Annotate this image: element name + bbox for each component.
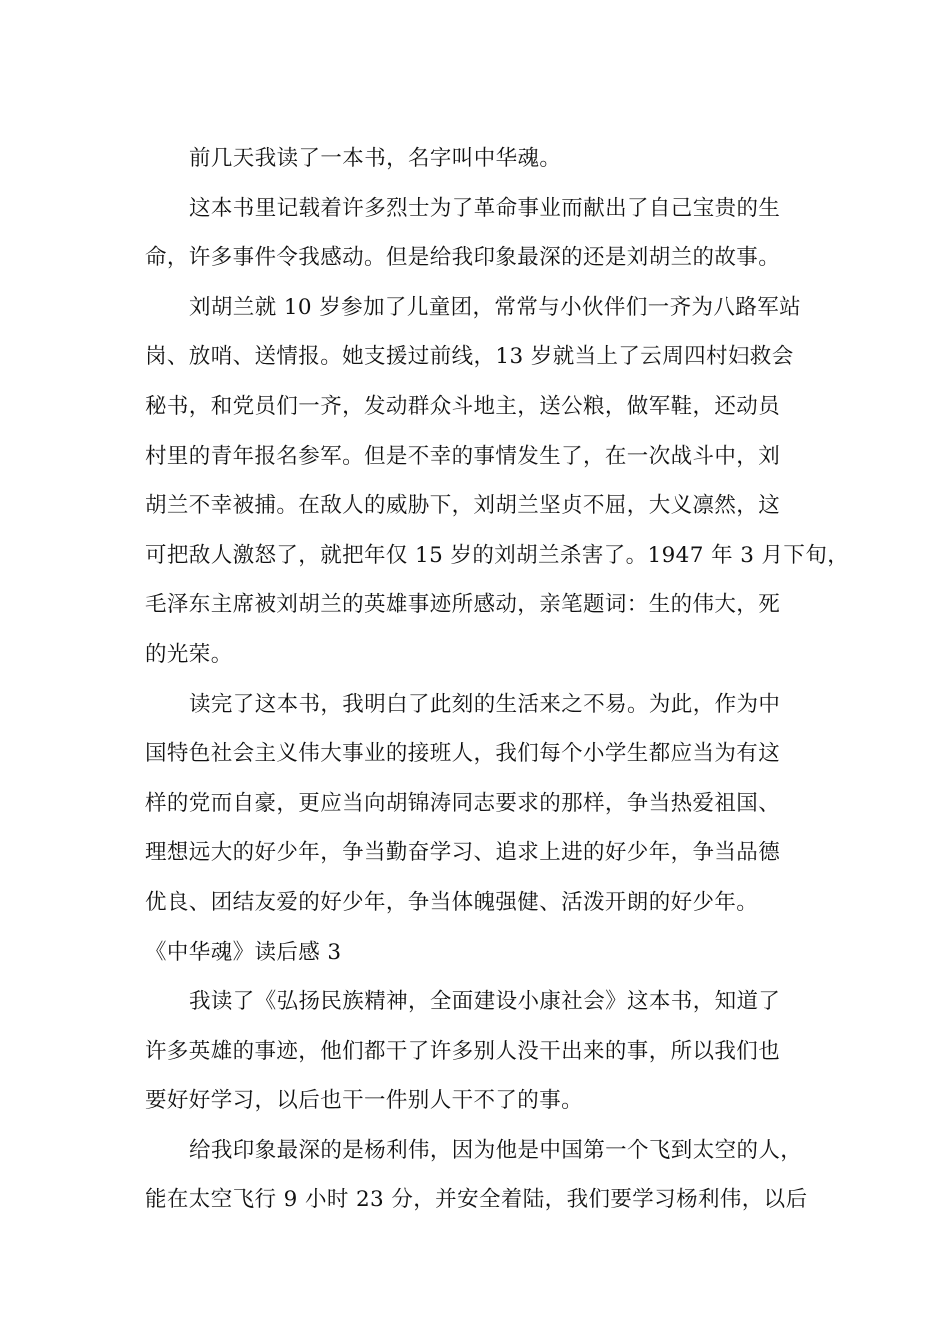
text-line: 优良、团结友爱的好少年，争当体魄强健、活泼开朗的好少年。: [145, 889, 759, 915]
text-line: 我读了《弘扬民族精神，全面建设小康社会》这本书，知道了: [189, 989, 781, 1015]
text-line: 要好好学习，以后也干一件别人干不了的事。: [145, 1088, 584, 1114]
text-line: 毛泽东主席被刘胡兰的英雄事迹所感动，亲笔题词：生的伟大，死: [145, 592, 781, 618]
text-line: 给我印象最深的是杨利伟，因为他是中国第一个飞到太空的人，: [189, 1137, 803, 1163]
text-line: 样的党而自豪，更应当向胡锦涛同志要求的那样，争当热爱祖国、: [145, 790, 781, 816]
text-line: 理想远大的好少年，争当勤奋学习、追求上进的好少年，争当品德: [145, 840, 781, 866]
text-line: 的光荣。: [145, 641, 233, 667]
text-line: 可把敌人激怒了，就把年仅 15 岁的刘胡兰杀害了。1947 年 3 月下旬，: [145, 542, 850, 568]
document-body: [145, 134, 850, 1225]
text-line: 前几天我读了一本书，名字叫中华魂。: [189, 146, 562, 171]
text-line: 村里的青年报名参军。但是不幸的事情发生了，在一次战斗中，刘: [145, 443, 781, 469]
text-line: 岗、放哨、送情报。她支援过前线，13 岁就当上了云周四村妇救会: [145, 344, 794, 370]
text-line: 能在太空飞行 9 小时 23 分，并安全着陆，我们要学习杨利伟，以后: [145, 1187, 808, 1213]
text-line: 许多英雄的事迹，他们都干了许多别人没干出来的事，所以我们也: [145, 1038, 781, 1064]
text-line: 刘胡兰就 10 岁参加了儿童团，常常与小伙伴们一齐为八路军站: [189, 294, 802, 320]
text-line: 命，许多事件令我感动。但是给我印象最深的还是刘胡兰的故事。: [145, 245, 781, 271]
text-line: 胡兰不幸被捕。在敌人的威胁下，刘胡兰坚贞不屈，大义凛然，这: [145, 493, 781, 519]
section-heading: 《中华魂》读后感 3: [145, 939, 342, 965]
text-line: 秘书，和党员们一齐，发动群众斗地主，送公粮，做军鞋，还动员: [145, 393, 781, 419]
text-line: 这本书里记载着许多烈士为了革命事业而献出了自己宝贵的生: [189, 195, 781, 221]
text-line: 读完了这本书，我明白了此刻的生活来之不易。为此，作为中: [189, 691, 781, 717]
text-line: 国特色社会主义伟大事业的接班人，我们每个小学生都应当为有这: [145, 741, 781, 767]
